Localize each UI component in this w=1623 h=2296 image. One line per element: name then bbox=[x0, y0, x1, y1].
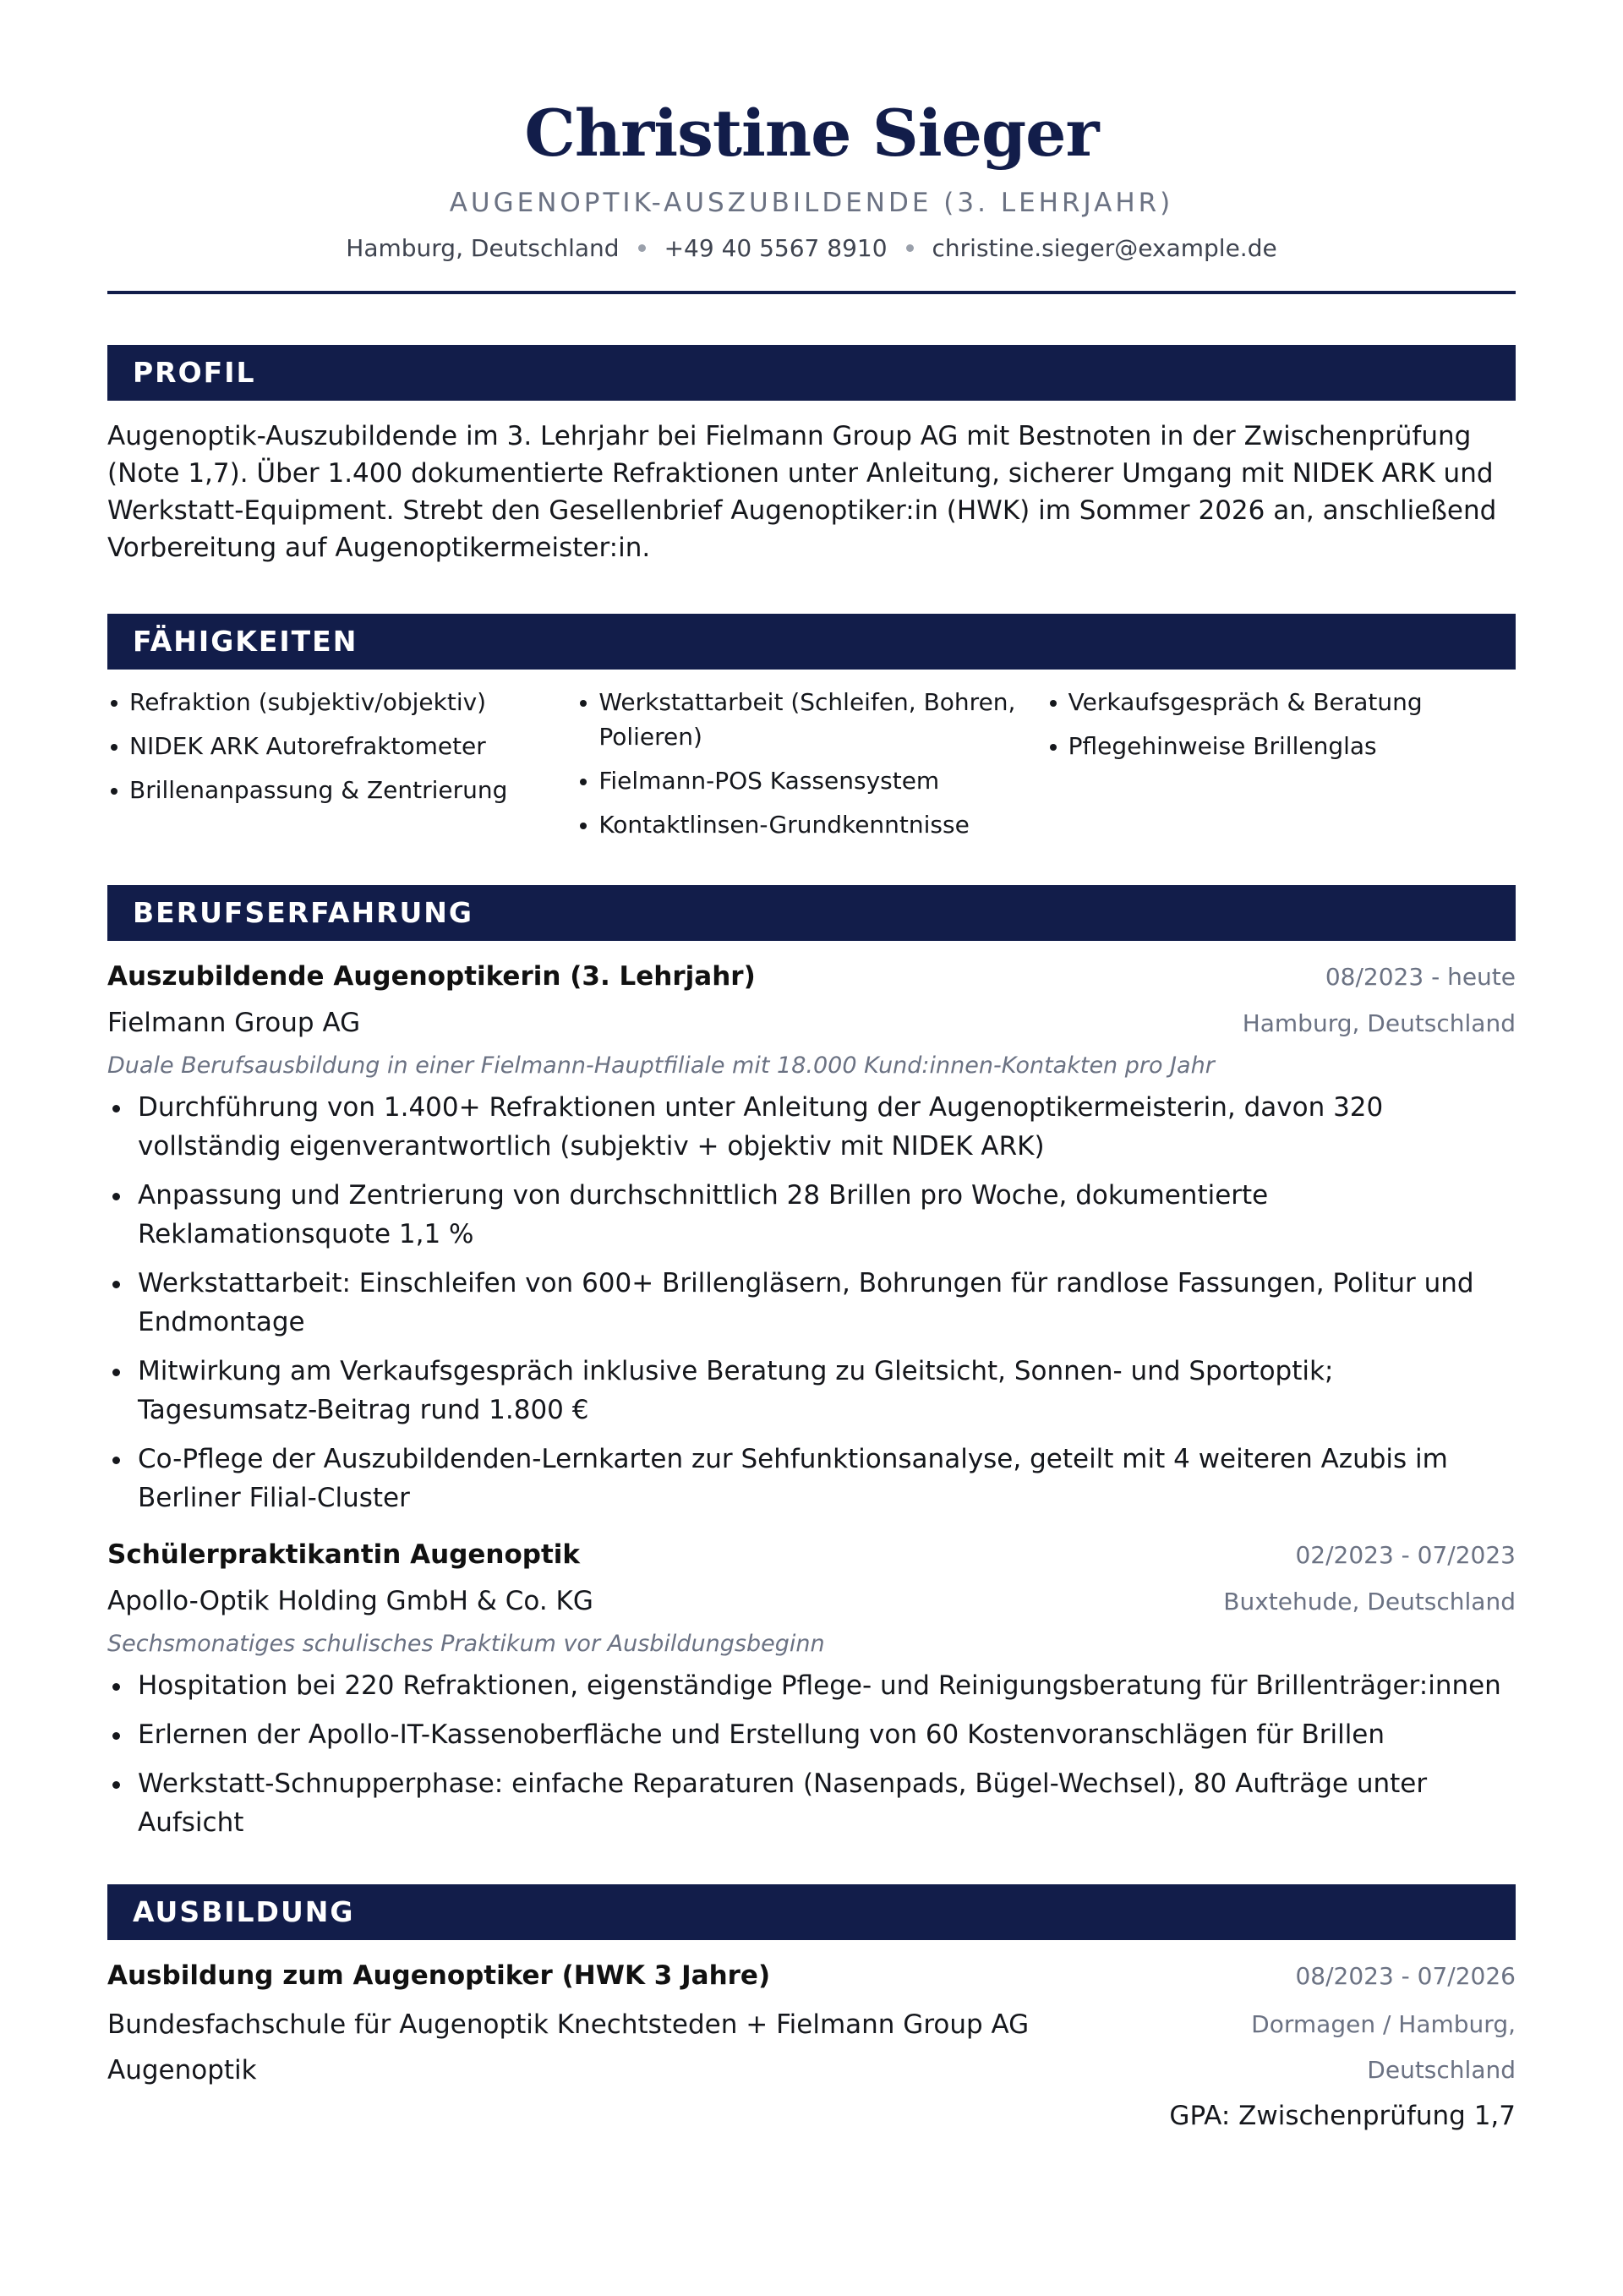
job-bullets bbox=[107, 1088, 1516, 1517]
job-entry bbox=[107, 1536, 1516, 1842]
skills-heading: FÄHIGKEITEN bbox=[107, 614, 1516, 670]
job-location: Buxtehude, Deutschland bbox=[1223, 1588, 1516, 1615]
skills-column-3 bbox=[1046, 685, 1516, 851]
education-section bbox=[107, 1884, 1516, 2139]
education-heading: AUSBILDUNG bbox=[107, 1884, 1516, 1940]
header-divider bbox=[107, 291, 1516, 294]
job-bullet: Werkstatt-Schnupperphase: einfache Reparaturen (Nasenpads, Bügel-Wechsel), 80 Aufträge unter Aufsicht bbox=[107, 1764, 1516, 1842]
job-bullet: Mitwirkung am Verkaufsgespräch inklusive Beratung zu Gleitsicht, Sonnen- und Sportoptik; Tagesumsatz-Beitrag rund 1.800 € bbox=[107, 1352, 1516, 1430]
education-date: 08/2023 - 07/2026 bbox=[1295, 1962, 1516, 1990]
job-bullets bbox=[107, 1666, 1516, 1842]
profile-section bbox=[107, 345, 1516, 566]
job-description: Duale Berufsausbildung in einer Fielmann-Hauptfiliale mit 18.000 Kund:innen-Kontakten pro Jahr bbox=[107, 1052, 1215, 1079]
job-company: Apollo-Optik Holding GmbH & Co. KG bbox=[107, 1586, 593, 1616]
resume-header bbox=[107, 0, 1516, 294]
job-title: Auszubildende Augenoptikerin (3. Lehrjahr) bbox=[107, 961, 756, 992]
job-bullet: Erlernen der Apollo-IT-Kassenoberfläche und Erstellung von 60 Kostenvoranschlägen für Brillen bbox=[107, 1715, 1516, 1754]
separator-dot-icon bbox=[638, 244, 646, 252]
skills-section bbox=[107, 614, 1516, 851]
candidate-name: Christine Sieger bbox=[524, 96, 1099, 171]
profile-text: Augenoptik-Auszubildende im 3. Lehrjahr bei Fielmann Group AG mit Bestnoten in der Zwischenprüfung (Note 1,7). Über 1.400 dokumentierte Refraktionen unter Anleitung, sicherer Umgang mit NIDEK ARK und Werkstatt-Equipment. Strebt den Gesellenbrief Augenoptiker:in (HWK) im Sommer 2026 an, anschließend Vorbereitung auf Augenoptikermeister:in. bbox=[107, 421, 1497, 563]
education-location: Dormagen / Hamburg, Deutschland bbox=[1251, 2010, 1516, 2084]
job-description: Sechsmonatiges schulisches Praktikum vor Ausbildungsbeginn bbox=[107, 1631, 825, 1657]
job-bullet: Hospitation bei 220 Refraktionen, eigenständige Pflege- und Reinigungsberatung für Brillenträger:innen bbox=[107, 1666, 1516, 1705]
education-gpa: GPA: Zwischenprüfung 1,7 bbox=[1169, 2101, 1516, 2131]
job-location: Hamburg, Deutschland bbox=[1242, 1009, 1516, 1037]
experience-heading: BERUFSERFAHRUNG bbox=[107, 885, 1516, 941]
job-bullet: Anpassung und Zentrierung von durchschnittlich 28 Brillen pro Woche, dokumentierte Reklamationsquote 1,1 % bbox=[107, 1176, 1516, 1254]
experience-section bbox=[107, 885, 1516, 1842]
skill-item: Fielmann-POS Kassensystem bbox=[577, 763, 1046, 798]
skill-item: Verkaufsgespräch & Beratung bbox=[1046, 685, 1516, 719]
separator-dot-icon bbox=[906, 244, 914, 252]
job-date: 02/2023 - 07/2023 bbox=[1295, 1541, 1516, 1569]
contact-line bbox=[107, 232, 1516, 265]
skills-column-1 bbox=[107, 685, 577, 851]
job-company: Fielmann Group AG bbox=[107, 1008, 361, 1038]
skill-item: NIDEK ARK Autorefraktometer bbox=[107, 729, 577, 763]
contact-email: christine.sieger@example.de bbox=[932, 234, 1277, 262]
contact-phone: +49 40 5567 8910 bbox=[664, 234, 888, 262]
skill-item: Kontaktlinsen-Grundkenntnisse bbox=[577, 807, 1046, 842]
job-entry bbox=[107, 958, 1516, 1517]
contact-location: Hamburg, Deutschland bbox=[346, 234, 620, 262]
skills-column-2 bbox=[577, 685, 1046, 851]
profile-heading: PROFIL bbox=[107, 345, 1516, 401]
candidate-subtitle: AUGENOPTIK-AUSZUBILDENDE (3. LEHRJAHR) bbox=[449, 188, 1174, 218]
skills-grid bbox=[107, 685, 1516, 851]
job-bullet: Co-Pflege der Auszubildenden-Lernkarten zur Sehfunktionsanalyse, geteilt mit 4 weiteren Azubis im Berliner Filial-Cluster bbox=[107, 1440, 1516, 1517]
skill-item: Werkstattarbeit (Schleifen, Bohren, Polieren) bbox=[577, 685, 1046, 754]
job-bullet: Durchführung von 1.400+ Refraktionen unter Anleitung der Augenoptikermeisterin, davon 320 vollständig eigenverantwortlich (subjektiv + objektiv mit NIDEK ARK) bbox=[107, 1088, 1516, 1166]
education-school: Bundesfachschule für Augenoptik Knechtsteden + Fielmann Group AG Augenoptik bbox=[107, 2009, 1030, 2086]
education-meta bbox=[1105, 2002, 1516, 2139]
education-degree: Ausbildung zum Augenoptiker (HWK 3 Jahre) bbox=[107, 1960, 771, 1991]
job-date: 08/2023 - heute bbox=[1325, 963, 1516, 991]
job-title: Schülerpraktikantin Augenoptik bbox=[107, 1539, 581, 1570]
skill-item: Pflegehinweise Brillenglas bbox=[1046, 729, 1516, 763]
job-bullet: Werkstattarbeit: Einschleifen von 600+ Brillengläsern, Bohrungen für randlose Fassungen, Politur und Endmontage bbox=[107, 1264, 1516, 1342]
skill-item: Brillenanpassung & Zentrierung bbox=[107, 773, 577, 807]
skill-item: Refraktion (subjektiv/objektiv) bbox=[107, 685, 577, 719]
education-entry bbox=[107, 1957, 1516, 2139]
